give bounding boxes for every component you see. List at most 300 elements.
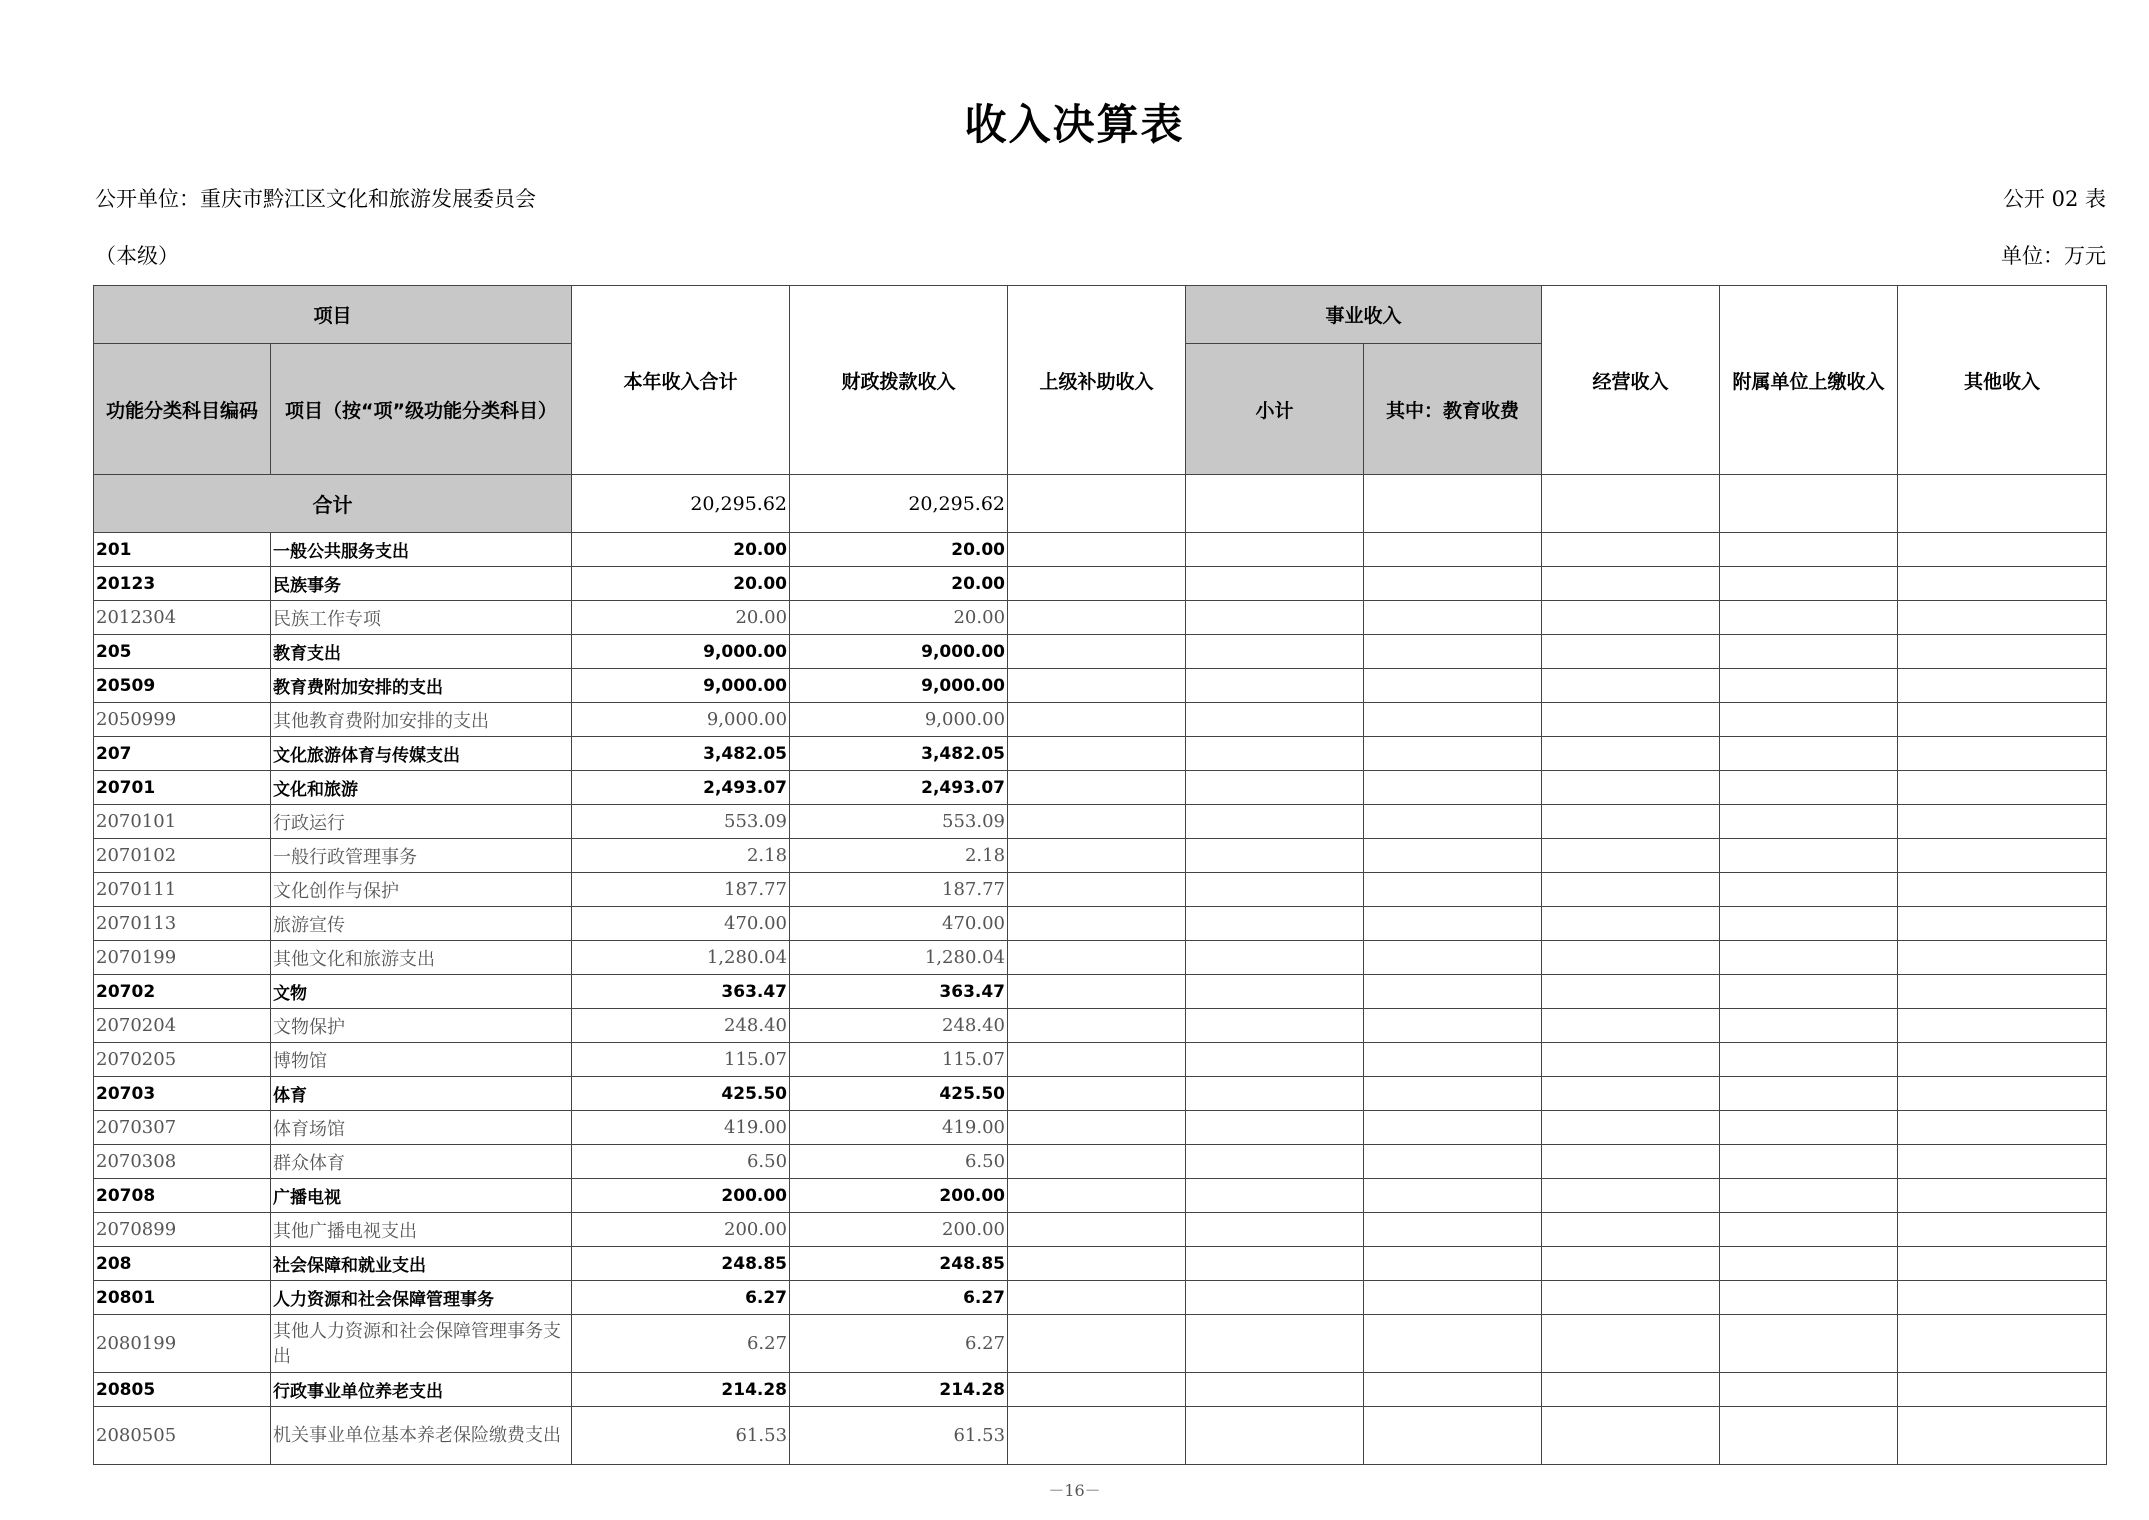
empty-cell xyxy=(1364,1145,1542,1179)
empty-cell xyxy=(1542,1213,1720,1247)
empty-cell xyxy=(1542,1111,1720,1145)
row-total-income: 1,280.04 xyxy=(572,941,790,975)
empty-cell xyxy=(1364,1247,1542,1281)
currency-unit: 单位：万元 xyxy=(2001,244,2106,268)
empty-cell xyxy=(1186,805,1364,839)
report-level: （本级） xyxy=(95,244,179,268)
row-total-income: 425.50 xyxy=(572,1077,790,1111)
header-affiliated-income: 附属单位上缴收入 xyxy=(1720,286,1898,475)
row-fiscal-appropriation: 6.27 xyxy=(790,1315,1008,1373)
empty-cell xyxy=(1720,975,1898,1009)
empty-cell xyxy=(1542,907,1720,941)
row-code: 2070307 xyxy=(94,1111,271,1145)
empty-cell xyxy=(1186,533,1364,567)
empty-cell xyxy=(1542,1407,1720,1465)
empty-cell xyxy=(1542,771,1720,805)
empty-cell xyxy=(1542,1281,1720,1315)
table-row xyxy=(94,1407,2107,1465)
empty-cell xyxy=(1364,1009,1542,1043)
empty-cell xyxy=(1898,635,2107,669)
empty-cell xyxy=(1186,1179,1364,1213)
row-code: 2070111 xyxy=(94,873,271,907)
row-fiscal-appropriation: 115.07 xyxy=(790,1043,1008,1077)
row-name: 教育费附加安排的支出 xyxy=(271,669,572,703)
form-number: 公开 02 表 xyxy=(2002,187,2106,211)
empty-cell xyxy=(1542,805,1720,839)
total-fiscal-value: 20,295.62 xyxy=(790,475,1008,533)
empty-cell xyxy=(1898,1213,2107,1247)
empty-cell xyxy=(1898,1281,2107,1315)
empty-cell xyxy=(1720,1009,1898,1043)
empty-cell xyxy=(1008,839,1186,873)
empty-cell xyxy=(1186,873,1364,907)
row-total-income: 470.00 xyxy=(572,907,790,941)
empty-cell xyxy=(1720,1179,1898,1213)
row-code: 2070899 xyxy=(94,1213,271,1247)
empty-cell xyxy=(1364,1407,1542,1465)
empty-cell xyxy=(1542,1315,1720,1373)
empty-cell xyxy=(1898,1043,2107,1077)
empty-cell xyxy=(1720,941,1898,975)
page-title: 收入决算表 xyxy=(964,100,1185,149)
empty-cell xyxy=(1186,1043,1364,1077)
row-total-income: 20.00 xyxy=(572,533,790,567)
row-name: 旅游宣传 xyxy=(271,907,572,941)
empty-cell xyxy=(1542,737,1720,771)
empty-cell xyxy=(1898,805,2107,839)
empty-cell xyxy=(1364,567,1542,601)
empty-cell xyxy=(1364,873,1542,907)
table-row xyxy=(94,1281,2107,1315)
row-code: 20123 xyxy=(94,567,271,601)
empty-cell xyxy=(1186,635,1364,669)
row-name: 其他人力资源和社会保障管理事务支出 xyxy=(271,1315,572,1373)
empty-cell xyxy=(1898,1145,2107,1179)
table-row xyxy=(94,839,2107,873)
row-name: 一般公共服务支出 xyxy=(271,533,572,567)
empty-cell xyxy=(1186,1009,1364,1043)
table-row xyxy=(94,1145,2107,1179)
table-row xyxy=(94,1373,2107,1407)
empty-cell xyxy=(1542,975,1720,1009)
empty-cell xyxy=(1542,839,1720,873)
row-code: 20708 xyxy=(94,1179,271,1213)
row-name: 其他教育费附加安排的支出 xyxy=(271,703,572,737)
empty-cell xyxy=(1364,805,1542,839)
table-row xyxy=(94,533,2107,567)
table-row xyxy=(94,941,2107,975)
empty-cell xyxy=(1364,1043,1542,1077)
header-business-subtotal: 小计 xyxy=(1186,344,1364,475)
empty-cell xyxy=(1720,1043,1898,1077)
table-row xyxy=(94,805,2107,839)
empty-cell xyxy=(1186,1373,1364,1407)
empty-cell xyxy=(1542,1009,1720,1043)
row-name: 体育场馆 xyxy=(271,1111,572,1145)
table-row xyxy=(94,737,2107,771)
table-row xyxy=(94,1213,2107,1247)
empty-cell xyxy=(1008,975,1186,1009)
empty-cell xyxy=(1364,533,1542,567)
empty-cell xyxy=(1008,669,1186,703)
header-fiscal-appropriation: 财政拨款收入 xyxy=(790,286,1008,475)
row-fiscal-appropriation: 9,000.00 xyxy=(790,669,1008,703)
empty-cell xyxy=(1720,1111,1898,1145)
row-name: 文物 xyxy=(271,975,572,1009)
empty-cell xyxy=(1898,975,2107,1009)
table-row xyxy=(94,635,2107,669)
empty-cell xyxy=(1186,601,1364,635)
row-name: 广播电视 xyxy=(271,1179,572,1213)
empty-cell xyxy=(1186,1407,1364,1465)
row-total-income: 6.27 xyxy=(572,1281,790,1315)
empty-cell xyxy=(1364,1373,1542,1407)
row-code: 2070113 xyxy=(94,907,271,941)
empty-cell xyxy=(1008,771,1186,805)
empty-cell xyxy=(1008,1111,1186,1145)
header-project: 项目 xyxy=(94,286,572,344)
row-fiscal-appropriation: 214.28 xyxy=(790,1373,1008,1407)
empty-cell xyxy=(1720,1373,1898,1407)
empty-cell xyxy=(1008,1315,1186,1373)
empty-cell xyxy=(1008,1179,1186,1213)
row-fiscal-appropriation: 9,000.00 xyxy=(790,635,1008,669)
empty-cell xyxy=(1898,1247,2107,1281)
empty-cell xyxy=(1898,1077,2107,1111)
empty-cell xyxy=(1008,533,1186,567)
row-total-income: 9,000.00 xyxy=(572,669,790,703)
row-code: 2070199 xyxy=(94,941,271,975)
empty-cell xyxy=(1898,737,2107,771)
row-total-income: 363.47 xyxy=(572,975,790,1009)
empty-cell xyxy=(1542,601,1720,635)
row-fiscal-appropriation: 248.85 xyxy=(790,1247,1008,1281)
empty-cell xyxy=(1008,1077,1186,1111)
header-superior-subsidy: 上级补助收入 xyxy=(1008,286,1186,475)
row-fiscal-appropriation: 20.00 xyxy=(790,533,1008,567)
empty-cell xyxy=(1186,669,1364,703)
empty-cell xyxy=(1008,1213,1186,1247)
row-code: 2070204 xyxy=(94,1009,271,1043)
row-code: 2070101 xyxy=(94,805,271,839)
empty-cell xyxy=(1364,941,1542,975)
row-code: 208 xyxy=(94,1247,271,1281)
page-number: －16－ xyxy=(1048,1481,1101,1500)
row-code: 201 xyxy=(94,533,271,567)
empty-cell xyxy=(1542,567,1720,601)
row-fiscal-appropriation: 6.50 xyxy=(790,1145,1008,1179)
empty-cell xyxy=(1720,907,1898,941)
empty-cell xyxy=(1542,669,1720,703)
empty-cell xyxy=(1008,907,1186,941)
empty-cell xyxy=(1898,533,2107,567)
table-row xyxy=(94,1179,2107,1213)
row-name: 一般行政管理事务 xyxy=(271,839,572,873)
row-code: 20703 xyxy=(94,1077,271,1111)
row-fiscal-appropriation: 2.18 xyxy=(790,839,1008,873)
empty-cell xyxy=(1008,941,1186,975)
row-name: 群众体育 xyxy=(271,1145,572,1179)
row-fiscal-appropriation: 248.40 xyxy=(790,1009,1008,1043)
empty-cell xyxy=(1720,1213,1898,1247)
empty-cell xyxy=(1542,873,1720,907)
empty-cell xyxy=(1898,907,2107,941)
header-operating-income: 经营收入 xyxy=(1542,286,1720,475)
empty-cell xyxy=(1008,1145,1186,1179)
row-fiscal-appropriation: 1,280.04 xyxy=(790,941,1008,975)
empty-cell xyxy=(1720,533,1898,567)
empty-cell xyxy=(1720,567,1898,601)
row-fiscal-appropriation: 419.00 xyxy=(790,1111,1008,1145)
row-fiscal-appropriation: 20.00 xyxy=(790,567,1008,601)
empty-cell xyxy=(1720,805,1898,839)
row-total-income: 248.40 xyxy=(572,1009,790,1043)
empty-cell xyxy=(1720,1407,1898,1465)
empty-cell xyxy=(1364,907,1542,941)
row-fiscal-appropriation: 20.00 xyxy=(790,601,1008,635)
row-total-income: 2.18 xyxy=(572,839,790,873)
total-label: 合计 xyxy=(94,475,572,533)
row-name: 人力资源和社会保障管理事务 xyxy=(271,1281,572,1315)
empty-cell xyxy=(1898,1111,2107,1145)
row-fiscal-appropriation: 200.00 xyxy=(790,1179,1008,1213)
empty-cell xyxy=(1008,805,1186,839)
empty-cell xyxy=(1364,703,1542,737)
row-total-income: 553.09 xyxy=(572,805,790,839)
row-fiscal-appropriation: 470.00 xyxy=(790,907,1008,941)
row-total-income: 9,000.00 xyxy=(572,703,790,737)
empty-cell xyxy=(1364,737,1542,771)
reporting-unit: 公开单位：重庆市黔江区文化和旅游发展委员会 xyxy=(95,187,536,211)
row-code: 2080505 xyxy=(94,1407,271,1465)
row-fiscal-appropriation: 200.00 xyxy=(790,1213,1008,1247)
empty-cell xyxy=(1186,567,1364,601)
table-row xyxy=(94,1043,2107,1077)
empty-cell xyxy=(1898,941,2107,975)
table-row xyxy=(94,975,2107,1009)
total-row xyxy=(94,475,2107,533)
empty-cell xyxy=(1720,737,1898,771)
empty-cell xyxy=(1186,1281,1364,1315)
empty-cell xyxy=(1186,975,1364,1009)
row-total-income: 200.00 xyxy=(572,1179,790,1213)
empty-cell xyxy=(1364,1213,1542,1247)
empty-cell xyxy=(1364,669,1542,703)
empty-cell xyxy=(1898,1373,2107,1407)
empty-cell xyxy=(1186,1315,1364,1373)
row-total-income: 20.00 xyxy=(572,567,790,601)
empty-cell xyxy=(1720,873,1898,907)
empty-cell xyxy=(1720,839,1898,873)
empty-cell xyxy=(1008,567,1186,601)
empty-cell xyxy=(1542,1179,1720,1213)
row-name: 文化旅游体育与传媒支出 xyxy=(271,737,572,771)
row-total-income: 115.07 xyxy=(572,1043,790,1077)
empty-cell xyxy=(1898,601,2107,635)
empty-cell xyxy=(1898,839,2107,873)
empty-cell xyxy=(1364,1281,1542,1315)
empty-cell xyxy=(1720,635,1898,669)
empty-cell xyxy=(1542,941,1720,975)
row-code: 205 xyxy=(94,635,271,669)
empty-cell xyxy=(1008,873,1186,907)
empty-cell xyxy=(1186,839,1364,873)
row-fiscal-appropriation: 425.50 xyxy=(790,1077,1008,1111)
table-row xyxy=(94,1111,2107,1145)
table-row xyxy=(94,703,2107,737)
header-item-name: 项目（按“项”级功能分类科目） xyxy=(271,344,572,475)
row-name: 文化和旅游 xyxy=(271,771,572,805)
income-settlement-table xyxy=(93,285,2107,1465)
empty-cell xyxy=(1542,1145,1720,1179)
table-row xyxy=(94,1009,2107,1043)
empty-cell xyxy=(1364,771,1542,805)
row-name: 教育支出 xyxy=(271,635,572,669)
empty-cell xyxy=(1720,1281,1898,1315)
table-row xyxy=(94,873,2107,907)
table-row xyxy=(94,669,2107,703)
empty-cell xyxy=(1186,941,1364,975)
empty-cell xyxy=(1720,1315,1898,1373)
table-row xyxy=(94,1077,2107,1111)
row-total-income: 9,000.00 xyxy=(572,635,790,669)
header-function-code: 功能分类科目编码 xyxy=(94,344,271,475)
row-fiscal-appropriation: 187.77 xyxy=(790,873,1008,907)
row-total-income: 200.00 xyxy=(572,1213,790,1247)
empty-cell xyxy=(1186,703,1364,737)
row-code: 2070102 xyxy=(94,839,271,873)
total-income-value: 20,295.62 xyxy=(572,475,790,533)
row-total-income: 61.53 xyxy=(572,1407,790,1465)
row-total-income: 248.85 xyxy=(572,1247,790,1281)
empty-cell xyxy=(1364,601,1542,635)
empty-cell xyxy=(1008,737,1186,771)
empty-cell xyxy=(1364,635,1542,669)
empty-cell xyxy=(1008,1407,1186,1465)
row-name: 民族事务 xyxy=(271,567,572,601)
row-code: 2070205 xyxy=(94,1043,271,1077)
empty-cell xyxy=(1898,1179,2107,1213)
row-code: 20805 xyxy=(94,1373,271,1407)
empty-cell xyxy=(1186,1247,1364,1281)
row-total-income: 187.77 xyxy=(572,873,790,907)
empty-cell xyxy=(1898,1009,2107,1043)
header-total-income: 本年收入合计 xyxy=(572,286,790,475)
row-fiscal-appropriation: 553.09 xyxy=(790,805,1008,839)
row-fiscal-appropriation: 2,493.07 xyxy=(790,771,1008,805)
empty-cell xyxy=(1898,567,2107,601)
empty-cell xyxy=(1542,1247,1720,1281)
empty-cell xyxy=(1008,635,1186,669)
table-row xyxy=(94,567,2107,601)
table-row xyxy=(94,601,2107,635)
empty-cell xyxy=(1898,669,2107,703)
row-total-income: 20.00 xyxy=(572,601,790,635)
row-code: 2070308 xyxy=(94,1145,271,1179)
row-code: 207 xyxy=(94,737,271,771)
empty-cell xyxy=(1364,839,1542,873)
row-total-income: 2,493.07 xyxy=(572,771,790,805)
empty-cell xyxy=(1720,771,1898,805)
header-business-income: 事业收入 xyxy=(1186,286,1542,344)
table-row xyxy=(94,1247,2107,1281)
row-code: 2012304 xyxy=(94,601,271,635)
empty-cell xyxy=(1720,601,1898,635)
row-name: 其他广播电视支出 xyxy=(271,1213,572,1247)
empty-cell xyxy=(1186,1145,1364,1179)
row-total-income: 6.50 xyxy=(572,1145,790,1179)
row-total-income: 419.00 xyxy=(572,1111,790,1145)
empty-cell xyxy=(1898,1315,2107,1373)
empty-cell xyxy=(1008,703,1186,737)
row-fiscal-appropriation: 3,482.05 xyxy=(790,737,1008,771)
row-total-income: 3,482.05 xyxy=(572,737,790,771)
row-fiscal-appropriation: 363.47 xyxy=(790,975,1008,1009)
empty-cell xyxy=(1720,1247,1898,1281)
empty-cell xyxy=(1008,1373,1186,1407)
empty-cell xyxy=(1364,1315,1542,1373)
empty-cell xyxy=(1186,1213,1364,1247)
empty-cell xyxy=(1542,1043,1720,1077)
header-education-fees: 其中：教育收费 xyxy=(1364,344,1542,475)
empty-cell xyxy=(1720,1077,1898,1111)
row-code: 2080199 xyxy=(94,1315,271,1373)
row-name: 行政运行 xyxy=(271,805,572,839)
empty-cell xyxy=(1364,1179,1542,1213)
row-code: 20509 xyxy=(94,669,271,703)
row-fiscal-appropriation: 9,000.00 xyxy=(790,703,1008,737)
header-other-income: 其他收入 xyxy=(1898,286,2107,475)
row-code: 20801 xyxy=(94,1281,271,1315)
empty-cell xyxy=(1542,1373,1720,1407)
empty-cell xyxy=(1364,1111,1542,1145)
table-row xyxy=(94,907,2107,941)
empty-cell xyxy=(1898,771,2107,805)
empty-cell xyxy=(1898,873,2107,907)
empty-cell xyxy=(1542,533,1720,567)
empty-cell xyxy=(1186,907,1364,941)
row-code: 20701 xyxy=(94,771,271,805)
empty-cell xyxy=(1898,703,2107,737)
empty-cell xyxy=(1186,737,1364,771)
empty-cell xyxy=(1186,1111,1364,1145)
empty-cell xyxy=(1720,703,1898,737)
empty-cell xyxy=(1720,669,1898,703)
empty-cell xyxy=(1008,1043,1186,1077)
empty-cell xyxy=(1542,635,1720,669)
empty-cell xyxy=(1898,1407,2107,1465)
row-total-income: 6.27 xyxy=(572,1315,790,1373)
row-name: 行政事业单位养老支出 xyxy=(271,1373,572,1407)
table-row xyxy=(94,771,2107,805)
empty-cell xyxy=(1364,975,1542,1009)
empty-cell xyxy=(1186,1077,1364,1111)
empty-cell xyxy=(1008,1009,1186,1043)
row-name: 其他文化和旅游支出 xyxy=(271,941,572,975)
empty-cell xyxy=(1186,771,1364,805)
row-name: 民族工作专项 xyxy=(271,601,572,635)
row-name: 社会保障和就业支出 xyxy=(271,1247,572,1281)
row-total-income: 214.28 xyxy=(572,1373,790,1407)
row-code: 20702 xyxy=(94,975,271,1009)
empty-cell xyxy=(1720,1145,1898,1179)
row-code: 2050999 xyxy=(94,703,271,737)
row-name: 博物馆 xyxy=(271,1043,572,1077)
row-name: 体育 xyxy=(271,1077,572,1111)
table-row xyxy=(94,1315,2107,1373)
empty-cell xyxy=(1008,1281,1186,1315)
empty-cell xyxy=(1542,1077,1720,1111)
